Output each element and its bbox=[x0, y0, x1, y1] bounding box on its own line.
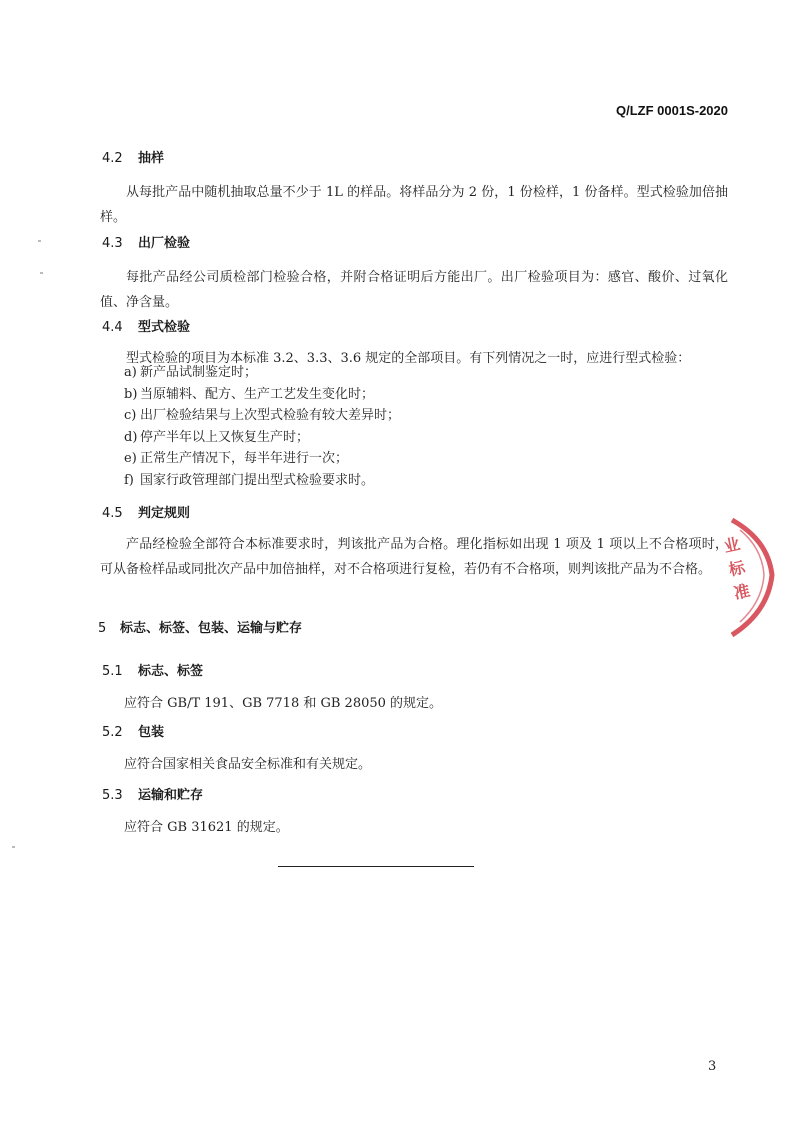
section-heading-5-3 bbox=[102, 784, 203, 803]
scan-speck bbox=[40, 272, 43, 274]
section-title: 标志、标签、包装、运输与贮存 bbox=[120, 621, 303, 636]
list-item: c) 出厂检验结果与上次型式检验有较大差异时； bbox=[124, 408, 401, 423]
section-number: 5.2 bbox=[102, 725, 123, 740]
list-item: b) 当原辅料、配方、生产工艺发生变化时； bbox=[124, 386, 375, 402]
section-body-5-3: 应符合 GB 31621 的规定。 bbox=[124, 820, 289, 835]
section-body-5-1: 应符合 GB/T 191、GB 7718 和 GB 28050 的规定。 bbox=[124, 696, 443, 711]
standard-code: Q/LZF 0001S-2020 bbox=[616, 103, 728, 118]
list-item: a) 新产品试制鉴定时； bbox=[124, 365, 258, 380]
section-body-4-3: 每批产品经公司质检部门检验合格，并附合格证明后方能出厂。出厂检验项目为：感官、酸价、过氧化值、净含量。 bbox=[100, 270, 728, 310]
section-body-4-2: 从每批产品中随机抽取总量不少于 1L 的样品。将样品分为 2 份，1 份检样，1 份备样。型式检验加倍抽样。 bbox=[100, 185, 728, 225]
inspection-conditions-list bbox=[124, 362, 400, 491]
section-heading-5-2 bbox=[102, 721, 164, 740]
section-number: 4.3 bbox=[102, 236, 123, 251]
page-number: 3 bbox=[708, 1059, 717, 1074]
section-body-5-2: 应符合国家相关食品安全标准和有关规定。 bbox=[124, 757, 372, 772]
list-item: d) 停产半年以上又恢复生产时； bbox=[124, 429, 310, 445]
section-number: 5.3 bbox=[102, 788, 123, 803]
section-number: 4.2 bbox=[102, 151, 123, 166]
list-item: e) 正常生产情况下，每半年进行一次； bbox=[124, 451, 349, 466]
seal-text: 业标准 bbox=[722, 534, 752, 603]
section-heading-5-1 bbox=[102, 660, 203, 679]
section-title: 包装 bbox=[138, 725, 165, 740]
section-body-4-5: 产品经检验全部符合本标准要求时，判该批产品为合格。理化指标如出现 1 项及 1 项以上不合格项时，可从备检样品或同批次产品中加倍抽样，对不合格项进行复检，若仍有不合格项，则判该批产品为不合格。 bbox=[100, 537, 728, 577]
section-title: 判定规则 bbox=[138, 506, 191, 521]
section-number: 5 bbox=[98, 621, 107, 636]
section-title: 标志、标签 bbox=[138, 664, 204, 679]
section-number: 5.1 bbox=[102, 664, 123, 679]
section-title: 抽样 bbox=[138, 151, 165, 166]
section-title: 出厂检验 bbox=[138, 236, 191, 251]
section-title: 运输和贮存 bbox=[138, 788, 204, 803]
scan-speck bbox=[38, 240, 41, 242]
end-of-document-rule bbox=[278, 866, 474, 867]
section-number: 4.4 bbox=[102, 320, 123, 335]
section-heading-4-2 bbox=[102, 147, 164, 166]
scan-speck bbox=[12, 846, 15, 848]
section-heading-4-3 bbox=[102, 232, 190, 251]
section-body-4-4: 型式检验的项目为本标准 3.2、3.3、3.6 规定的全部项目。有下列情况之一时，应进行型式检验： bbox=[126, 351, 691, 366]
section-heading-4-5 bbox=[102, 502, 190, 521]
section-heading-4-4 bbox=[102, 316, 190, 335]
section-heading-5 bbox=[98, 617, 302, 636]
section-title: 型式检验 bbox=[138, 320, 191, 335]
section-number: 4.5 bbox=[102, 506, 123, 521]
list-item: f) 国家行政管理部门提出型式检验要求时。 bbox=[124, 472, 375, 488]
